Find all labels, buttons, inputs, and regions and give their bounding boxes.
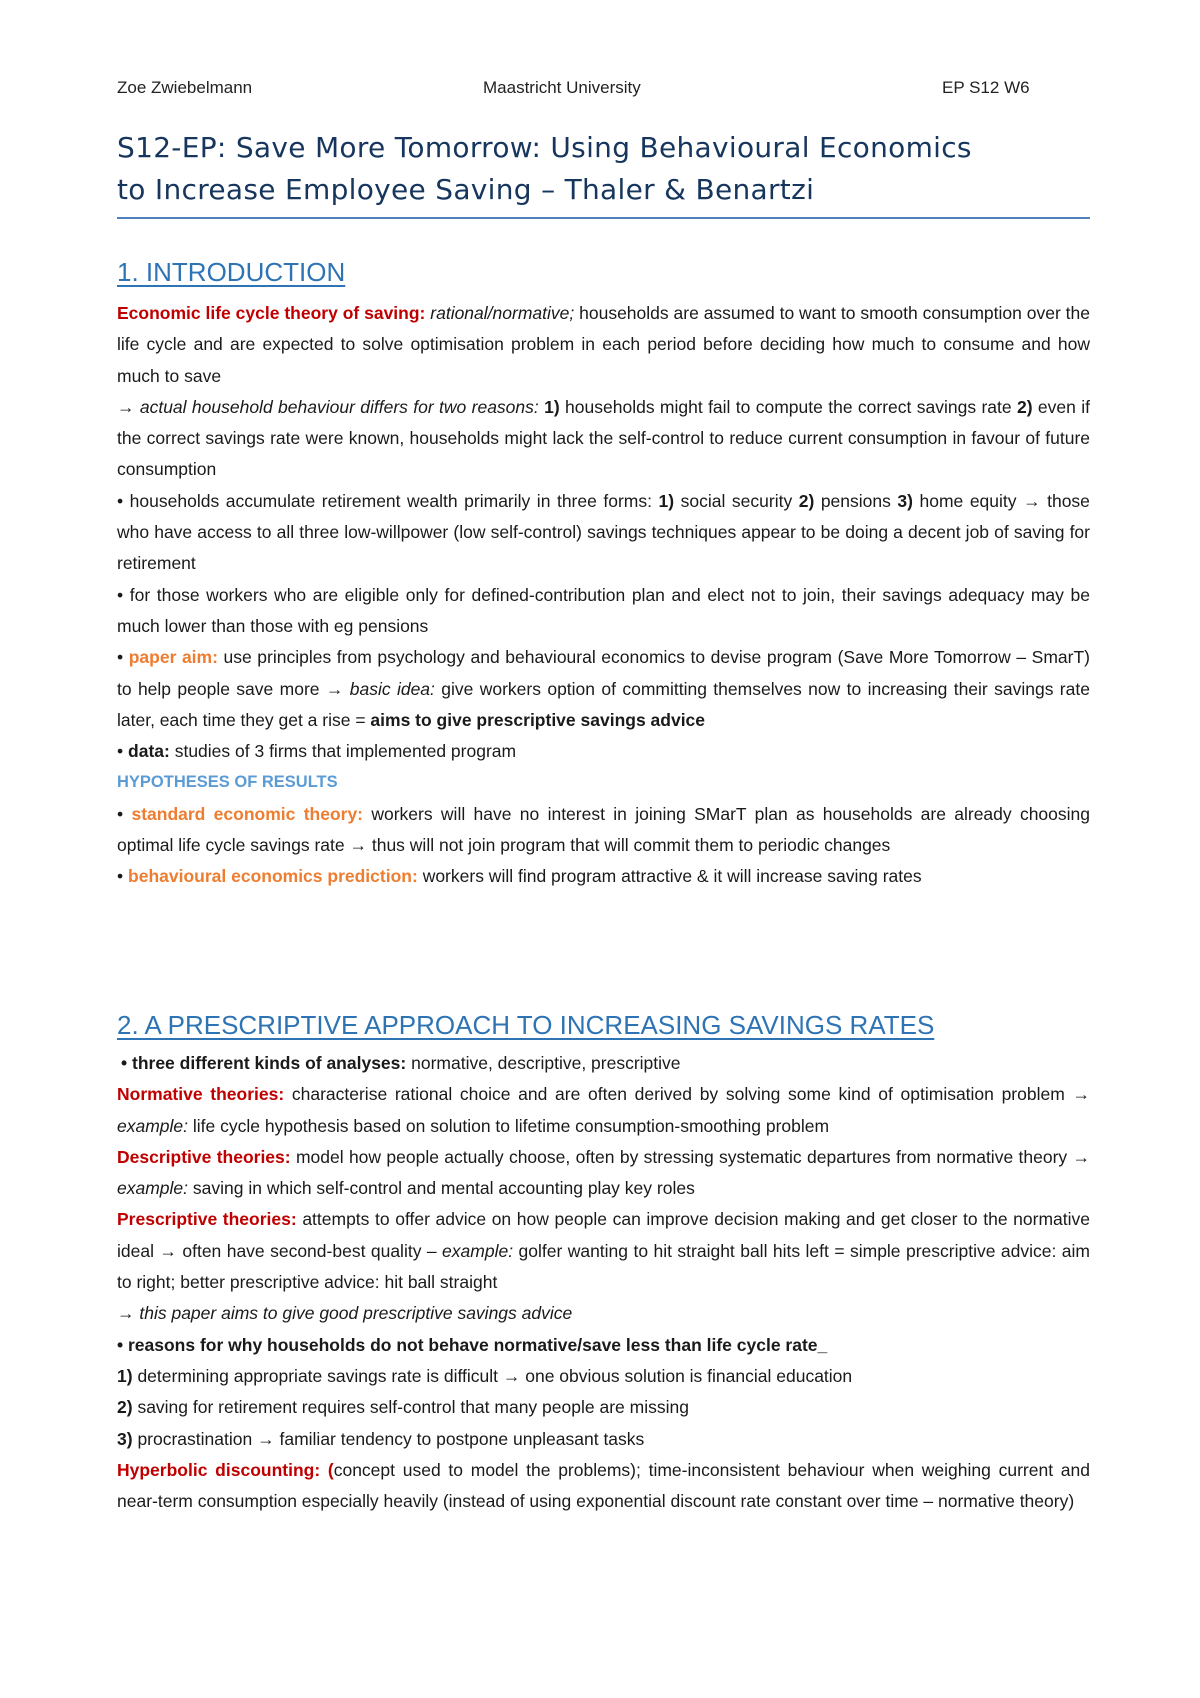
document-title <box>117 127 1090 219</box>
title-line-1: S12-EP: Save More Tomorrow: Using Behavioural Economics <box>117 131 972 164</box>
arrow-icon: → <box>117 396 135 417</box>
arrow-icon: → <box>1072 1146 1090 1167</box>
arrow-icon: → <box>159 1240 177 1261</box>
section-1-body <box>117 298 1090 893</box>
bullet-icon: • <box>117 647 124 668</box>
arrow-icon: → <box>502 1365 521 1386</box>
bullet-data: • data: studies of 3 firms that implemented program <box>117 741 517 762</box>
paragraph-two-reasons: → actual household behaviour differs for two reasons: 1) households might fail to compute the correct savings rate 2) even if the correct savings rate were known, households might lack the self-control to reduce current consumption in favour of future consumption <box>117 396 1090 480</box>
section-2-heading: 2. A PRESCRIPTIVE APPROACH TO INCREASING SAVINGS RATES <box>117 1010 935 1040</box>
bullet-defined-contribution: • for those workers who are eligible only for defined-contribution plan and elect not to join, their savings adequacy may be much lower than those with eg pensions <box>117 584 1090 636</box>
arrow-icon: → <box>117 1303 135 1324</box>
arrow-icon: → <box>349 835 367 856</box>
paragraph-hyperbolic-discounting: Hyperbolic discounting: (concept used to model the problems); time-inconsistent behaviour when weighing current and near-term consumption especially heavily (instead of using exponential discount rate constant over time – normative theory) <box>117 1459 1090 1512</box>
paragraph-prescriptive-theories: Prescriptive theories: attempts to offer advice on how people can improve decision making and get closer to the normative ideal → often have second-best quality – example: golfer wanting to hit straight ball hits left = simple prescriptive advice: aim to right; better prescriptive advice: hit ball straight <box>117 1209 1090 1293</box>
bullet-kinds-of-analyses: • three different kinds of analyses: normative, descriptive, prescriptive <box>121 1053 681 1073</box>
paragraph-normative-theories: Normative theories: characterise rational choice and are often derived by solving some kind of optimisation problem → example: life cycle hypothesis based on solution to lifetime consumption-smoothing problem <box>117 1084 1090 1136</box>
header-university: Maastricht University <box>483 78 641 97</box>
bullet-paper-aim: • paper aim: use principles from psychology and behavioural economics to devise program (Save More Tomorrow – SmarT) to help people save more → basic idea: give workers option of committing themselves now to increasing their savings rate later, each time they get a rise = aims to give prescriptive savings advice <box>117 647 1091 730</box>
section-2-body <box>117 1048 1090 1517</box>
arrow-icon: → <box>257 1428 275 1449</box>
reason-item-3: 3) procrastination → familiar tendency to postpone unpleasant tasks <box>117 1428 645 1449</box>
section-1-heading: 1. INTRODUCTION <box>117 257 346 287</box>
header-author: Zoe Zwiebelmann <box>117 78 253 97</box>
term-label: Economic life cycle theory of saving: <box>117 303 426 323</box>
title-line-2: to Increase Employee Saving – Thaler & Benartzi <box>117 173 815 206</box>
bullet-retirement-wealth: • households accumulate retirement wealth primarily in three forms: 1) social security 2) pensions 3) home equity → those who have access to all three low-willpower (low self-control) savings techniques appear to be doing a decent job of saving for retirement <box>117 490 1090 574</box>
bullet-icon: • <box>117 866 124 887</box>
arrow-icon: → <box>1072 1084 1090 1105</box>
bullet-icon: • <box>117 741 124 762</box>
hypotheses-heading: HYPOTHESES OF RESULTS <box>117 773 338 792</box>
bullet-behavioural-prediction: • behavioural economics prediction: workers will find program attractive & it will increase saving rates <box>117 866 922 887</box>
bullet-icon: • <box>117 490 124 511</box>
reason-item-2: 2) saving for retirement requires self-control that many people are missing <box>117 1397 689 1418</box>
header-course: EP S12 W6 <box>942 78 1030 97</box>
paragraph-descriptive-theories: Descriptive theories: model how people actually choose, often by stressing systematic departures from normative theory → example: saving in which self-control and mental accounting play key roles <box>117 1146 1090 1199</box>
bullet-reasons-households: • reasons for why households do not behave normative/save less than life cycle rate_ <box>117 1334 828 1355</box>
paragraph-life-cycle-theory: Economic life cycle theory of saving: rational/normative; households are assumed to want to smooth consumption over the life cycle and are expected to solve optimisation problem in each period before deciding how much to consume and how much to save <box>117 303 1090 386</box>
arrow-icon: → <box>1023 490 1041 511</box>
bullet-standard-theory: • standard economic theory: workers will have no interest in joining SMarT plan as households are already choosing optimal life cycle savings rate → thus will not join program that will commit them to periodic changes <box>117 803 1091 856</box>
paragraph-paper-aims: → this paper aims to give good prescriptive savings advice <box>117 1303 573 1324</box>
arrow-icon: → <box>325 678 344 699</box>
reason-item-1: 1) determining appropriate savings rate is difficult → one obvious solution is financial education <box>117 1365 853 1386</box>
bullet-icon: • <box>117 803 124 824</box>
